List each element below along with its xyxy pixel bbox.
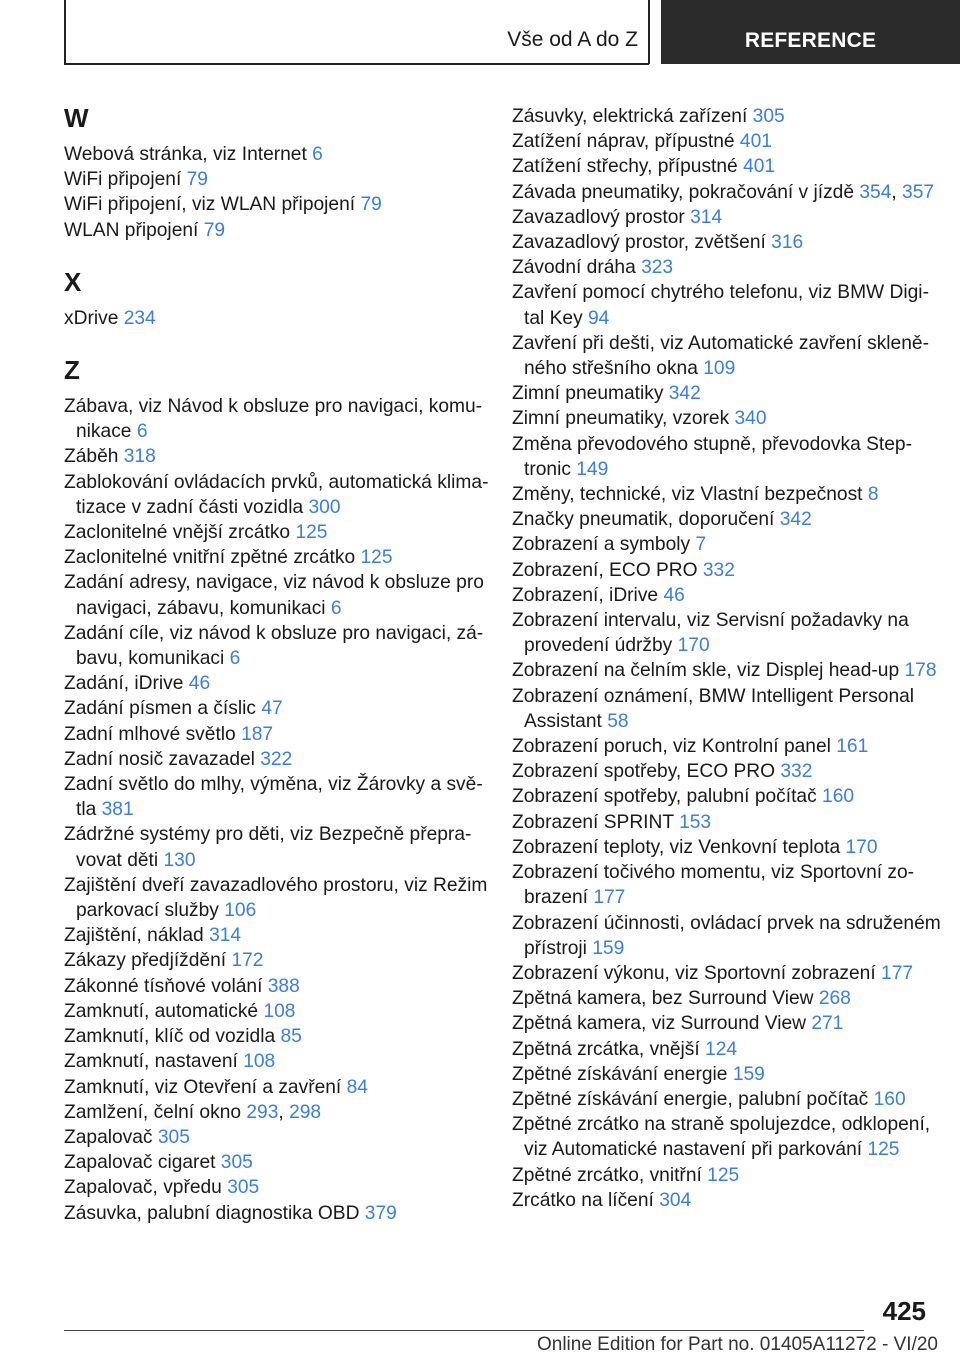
index-entry <box>64 1024 494 1049</box>
index-entry <box>512 734 942 759</box>
index-entry <box>64 873 494 923</box>
page-reference-link[interactable]: 79 <box>203 219 226 241</box>
index-entry <box>512 911 942 961</box>
page-reference-link[interactable]: 300 <box>308 496 341 518</box>
page-reference-link[interactable]: 159 <box>592 937 625 959</box>
index-entry <box>64 306 494 331</box>
entry-term: Zatížení střechy, přípustné <box>512 156 738 178</box>
page-reference-link[interactable]: 79 <box>360 194 382 216</box>
entry-term: Zpětná kamera, viz Surround View <box>512 1013 806 1035</box>
index-entry <box>512 961 942 986</box>
index-entry <box>512 406 942 431</box>
entry-term: Zobrazení účinnosti, ovládací prvek na sdruženém přístroji <box>512 912 941 959</box>
index-entry <box>512 810 942 835</box>
entry-term: Zpětné získávání energie <box>512 1063 728 1085</box>
entry-term: xDrive <box>64 307 119 329</box>
index-entry <box>64 1175 494 1200</box>
page-reference-link[interactable]: 58 <box>607 710 629 732</box>
entry-term: WiFi připojení <box>64 169 182 191</box>
entry-term: Zadní světlo do mlhy, výměna, viz Žárovky a světla <box>64 774 483 821</box>
entry-term: Zatížení náprav, přípustné <box>512 131 735 153</box>
entry-term: Zajištění dveří zavazadlového prostoru, viz Režim parkovací služby <box>64 874 488 922</box>
page-reference-link[interactable]: 342 <box>668 383 701 405</box>
index-entry <box>64 394 494 444</box>
page-reference-link[interactable]: 271 <box>811 1013 844 1035</box>
index-entry <box>512 1037 942 1062</box>
index-entry <box>512 129 942 154</box>
entry-term: Zpětné zrcátko, vnitřní <box>512 1164 702 1186</box>
page-reference-link[interactable]: 170 <box>845 836 878 858</box>
page-reference-link[interactable]: 108 <box>263 1000 296 1022</box>
entry-term: Zavření při dešti, viz Automatické zavření skleněného střešního okna <box>512 332 929 380</box>
entry-term: Zobrazení poruch, viz Kontrolní panel <box>512 736 831 758</box>
letter-gap <box>64 331 494 352</box>
page-reference-link[interactable]: 318 <box>123 446 156 468</box>
entry-term: Zobrazení, ECO PRO <box>512 559 698 581</box>
index-entry <box>512 658 942 683</box>
index-entry <box>64 747 494 772</box>
entry-term: Zamknutí, nastavení <box>64 1051 238 1073</box>
index-entry <box>64 671 494 696</box>
entry-term: Závodní dráha <box>512 257 636 279</box>
page-reference-link[interactable]: 187 <box>241 723 274 745</box>
entry-term: Zobrazení spotřeby, palubní počítač <box>512 786 817 808</box>
page-reference-link[interactable]: 125 <box>867 1139 900 1161</box>
edition-footer: Online Edition for Part no. 01405A11272 - VI/20 <box>536 1334 938 1355</box>
page-reference-link[interactable]: 332 <box>780 761 813 783</box>
page-reference-link[interactable]: 160 <box>822 786 855 808</box>
index-letter-heading: W <box>64 103 89 133</box>
entry-term: Zadání, iDrive <box>64 673 184 695</box>
page-reference-link[interactable]: 177 <box>881 962 914 984</box>
index-entry <box>512 1163 942 1188</box>
page-reference-link[interactable]: 388 <box>267 975 300 997</box>
header-frame-divider <box>648 0 650 64</box>
entry-term: Zobrazení oznámení, BMW Intelligent Personal Assistant <box>512 685 915 732</box>
page-reference-link[interactable]: 159 <box>732 1063 765 1085</box>
index-entry <box>512 532 942 557</box>
page-reference-link[interactable]: 401 <box>743 156 776 178</box>
entry-term: Zajištění, náklad <box>64 925 204 947</box>
index-entry <box>512 835 942 860</box>
entry-term: Zablokování ovládacích prvků, automatická klimatizace v zadní části vozidla <box>64 471 489 518</box>
index-entry <box>512 684 942 734</box>
header-frame-bottom <box>64 63 649 65</box>
index-letter-heading: X <box>64 266 82 297</box>
page-reference-link[interactable]: 305 <box>157 1126 190 1148</box>
page-reference-link[interactable]: 85 <box>280 1026 302 1048</box>
header-frame-left <box>64 0 66 64</box>
page-reference-link[interactable]: 342 <box>779 509 812 531</box>
index-entry <box>512 1188 942 1213</box>
entry-term: Zimní pneumatiky, vzorek <box>512 408 730 430</box>
page-reference-link[interactable]: 106 <box>224 900 257 922</box>
index-entry <box>512 154 942 179</box>
entry-term: Zadání adresy, navigace, viz návod k obsluze pro navigaci, zábavu, komunikaci <box>64 572 484 619</box>
entry-term: Zákonné tísňové volání <box>64 975 263 997</box>
entry-term: Zobrazení teploty, viz Venkovní teplota <box>512 836 841 858</box>
page-reference-link[interactable]: 94 <box>588 307 610 329</box>
page-reference-link[interactable]: 401 <box>739 131 772 153</box>
page-reference-link[interactable]: 170 <box>677 635 710 657</box>
entry-term: Zobrazení točivého momentu, viz Sportovní zobrazení <box>512 862 915 909</box>
page-reference-link[interactable]: 314 <box>690 206 723 228</box>
index-entry <box>512 784 942 809</box>
index-entry <box>64 470 494 520</box>
index-entry <box>512 1062 942 1087</box>
letter-gap <box>64 243 494 264</box>
page-reference-link[interactable]: 124 <box>705 1038 738 1060</box>
entry-term: Zadní nosič zavazadel <box>64 748 255 770</box>
entry-term: Zadání písmen a číslic <box>64 698 256 720</box>
page-reference-link[interactable]: 379 <box>364 1202 397 1224</box>
footer-rule <box>64 1330 864 1331</box>
entry-term: Zpětná kamera, bez Surround View <box>512 988 814 1010</box>
index-entry: Závada pneumatiky, pokračování v jízdě 354, 357 <box>512 181 935 203</box>
entry-term: Zobrazení SPRINT <box>512 811 674 833</box>
entry-term: Zavazadlový prostor, zvětšení <box>512 232 766 254</box>
index-entry <box>64 218 494 243</box>
index-entry <box>512 759 942 784</box>
index-entry <box>512 558 942 583</box>
page-reference-link[interactable]: 160 <box>873 1088 906 1110</box>
page-reference-link[interactable]: 304 <box>659 1189 692 1211</box>
entry-term: WLAN připojení <box>64 219 199 241</box>
page-reference-link[interactable]: 314 <box>209 925 242 947</box>
page-reference-link[interactable]: 323 <box>641 257 674 279</box>
index-entry <box>64 974 494 999</box>
page-reference-link[interactable]: 46 <box>663 584 685 606</box>
index-entry <box>64 1049 494 1074</box>
page-reference-link[interactable]: 7 <box>695 534 707 556</box>
chapter-tab: REFERENCE <box>661 0 960 64</box>
index-entry <box>64 192 494 217</box>
index-entry <box>512 381 942 406</box>
index-letter-heading: Z <box>64 355 80 386</box>
entry-term: Zásuvky, elektrická zařízení <box>512 106 748 127</box>
index-entry <box>512 205 942 230</box>
index-entry <box>512 255 942 280</box>
page-reference-link[interactable]: 234 <box>123 307 156 329</box>
entry-term: Zaclonitelné vnější zrcátko <box>64 522 291 544</box>
entry-term: Zádržné systémy pro děti, viz Bezpečně přepravovat děti <box>64 824 472 871</box>
entry-term: Zpětné zrcátko na straně spolujezdce, odklopení, viz Automatické nastavení při parkování <box>512 1114 931 1161</box>
index-entry <box>64 1075 494 1100</box>
index-entry <box>64 722 494 747</box>
index-entry <box>512 432 942 482</box>
page-reference-link[interactable]: 293 <box>246 1101 279 1123</box>
entry-term: Značky pneumatik, doporučení <box>512 509 775 531</box>
page-reference-link[interactable]: 8 <box>867 484 879 506</box>
entry-term: Zimní pneumatiky <box>512 383 664 405</box>
entry-term: Zásuvka, palubní diagnostika OBD <box>64 1202 360 1224</box>
index-entry <box>512 1112 942 1162</box>
entry-term: Záběh <box>64 446 119 468</box>
entry-term: Zobrazení výkonu, viz Sportovní zobrazení <box>512 962 876 984</box>
index-entry <box>64 1150 494 1175</box>
index-entry <box>512 860 942 910</box>
index-entry <box>64 696 494 721</box>
page-reference-link[interactable]: 298 <box>289 1101 322 1123</box>
index-entry <box>64 923 494 948</box>
entry-term: WiFi připojení, viz WLAN připojení <box>64 194 356 216</box>
index-entry <box>512 507 942 532</box>
entry-term: Zákazy předjíždění <box>64 950 227 972</box>
page-number: 425 <box>882 1296 926 1326</box>
page-reference-link[interactable]: 161 <box>836 736 869 758</box>
page-reference-link[interactable]: 322 <box>260 748 293 770</box>
page-reference-link[interactable]: 354 <box>859 181 892 203</box>
index-entry <box>512 986 942 1011</box>
page-reference-link[interactable]: 6 <box>330 597 342 619</box>
page-reference-link[interactable]: 153 <box>679 811 712 833</box>
entry-term: Zobrazení na čelním skle, viz Displej head-up <box>512 660 900 682</box>
index-entry <box>64 520 494 545</box>
entry-term: Zapalovač <box>64 1126 153 1148</box>
index-entry <box>512 1087 942 1112</box>
entry-term: Změna převodového stupně, převodovka Steptronic <box>512 433 912 480</box>
page-reference-link[interactable]: 172 <box>231 950 264 972</box>
page-reference-link[interactable]: 305 <box>220 1152 253 1174</box>
entry-term: Zpětné získávání energie, palubní počítač <box>512 1088 869 1110</box>
page-reference-link[interactable]: 332 <box>702 559 735 581</box>
page-reference-link[interactable]: 316 <box>771 232 804 254</box>
page-reference-link[interactable]: 46 <box>188 673 211 695</box>
index-entry <box>64 621 494 671</box>
page-reference-link[interactable]: 125 <box>707 1164 740 1186</box>
index-entry <box>64 167 494 192</box>
entry-term: Zavazadlový prostor <box>512 206 685 228</box>
page-reference-link[interactable]: 125 <box>295 522 328 544</box>
page-reference-link[interactable]: 340 <box>734 408 767 430</box>
entry-term: Zaclonitelné vnitřní zpětné zrcátko <box>64 547 356 569</box>
entry-term: Zobrazení a symboly <box>512 534 691 556</box>
page-reference-link[interactable]: 108 <box>243 1051 276 1073</box>
index-column-left <box>64 100 494 1226</box>
page-reference-link[interactable]: 84 <box>346 1076 368 1098</box>
entry-term: Zavření pomocí chytrého telefonu, viz BMW Digital Key <box>512 282 929 329</box>
page-reference-link[interactable]: 357 <box>902 181 935 203</box>
page-reference-link[interactable]: 79 <box>186 169 208 191</box>
index-entry <box>512 608 942 658</box>
index-entry <box>64 772 494 822</box>
entry-term: Zapalovač, vpředu <box>64 1177 222 1199</box>
entry-term: Zobrazení, iDrive <box>512 584 659 606</box>
index-entry <box>64 1125 494 1150</box>
index-entry <box>64 999 494 1024</box>
index-entry <box>64 444 494 469</box>
page-reference-link[interactable]: 268 <box>818 988 851 1010</box>
index-entry <box>512 583 942 608</box>
entry-term: Změny, technické, viz Vlastní bezpečnost <box>512 484 863 506</box>
index-entry <box>512 230 942 255</box>
page-reference-link[interactable]: 109 <box>703 358 736 380</box>
index-column-right <box>512 104 942 1213</box>
entry-term: Zamknutí, automatické <box>64 1000 259 1022</box>
index-entry <box>64 948 494 973</box>
entry-term: Zadání cíle, viz návod k obsluze pro navigaci, zábavu, komunikaci <box>64 622 484 670</box>
index-entry <box>512 280 942 330</box>
entry-term: Zamknutí, klíč od vozidla <box>64 1026 276 1048</box>
entry-term: Zapalovač cigaret <box>64 1152 216 1174</box>
page-reference-link[interactable]: 6 <box>312 144 323 165</box>
entry-term: Zamknutí, viz Otevření a zavření <box>64 1076 342 1098</box>
entry-term: Zadní mlhové světlo <box>64 723 236 745</box>
page-reference-link[interactable]: 130 <box>163 849 196 871</box>
page-reference-link[interactable]: 47 <box>261 698 283 720</box>
entry-term: Zobrazení intervalu, viz Servisní požadavky na provedení údržby <box>512 610 909 657</box>
index-entry <box>512 482 942 507</box>
entry-term: Zábava, viz Návod k obsluze pro navigaci, komunikace <box>64 396 483 443</box>
index-entry <box>64 822 494 872</box>
index-entry <box>512 331 942 381</box>
index-entry <box>512 1011 942 1036</box>
index-entry <box>64 545 494 570</box>
index-entry <box>64 570 494 620</box>
index-entry: Zamlžení, čelní okno 293, 298 <box>64 1101 322 1123</box>
page-reference-link[interactable]: 381 <box>101 799 134 821</box>
entry-term: Zpětná zrcátka, vnější <box>512 1038 700 1060</box>
page-reference-link[interactable]: 305 <box>752 106 785 127</box>
page-reference-link[interactable]: 149 <box>576 458 609 480</box>
page-reference-link[interactable]: 6 <box>136 421 148 443</box>
entry-term: Zrcátko na líčení <box>512 1189 654 1211</box>
page-reference-link[interactable]: 177 <box>593 887 626 909</box>
entry-term: Zobrazení spotřeby, ECO PRO <box>512 761 776 783</box>
page-reference-link[interactable]: 125 <box>360 547 393 569</box>
entry-term: Webová stránka, viz Internet <box>64 144 307 165</box>
index-entry <box>512 104 942 129</box>
page-reference-link[interactable]: 305 <box>227 1177 260 1199</box>
page-reference-link[interactable]: 6 <box>229 648 241 670</box>
entry-term: Závada pneumatiky, pokračování v jízdě <box>512 181 855 203</box>
section-title: Vše od A do Z <box>507 28 638 51</box>
page-reference-link[interactable]: 178 <box>904 660 937 682</box>
index-entry <box>64 1201 494 1226</box>
entry-term: Zamlžení, čelní okno <box>64 1101 242 1123</box>
index-entry <box>64 142 494 167</box>
